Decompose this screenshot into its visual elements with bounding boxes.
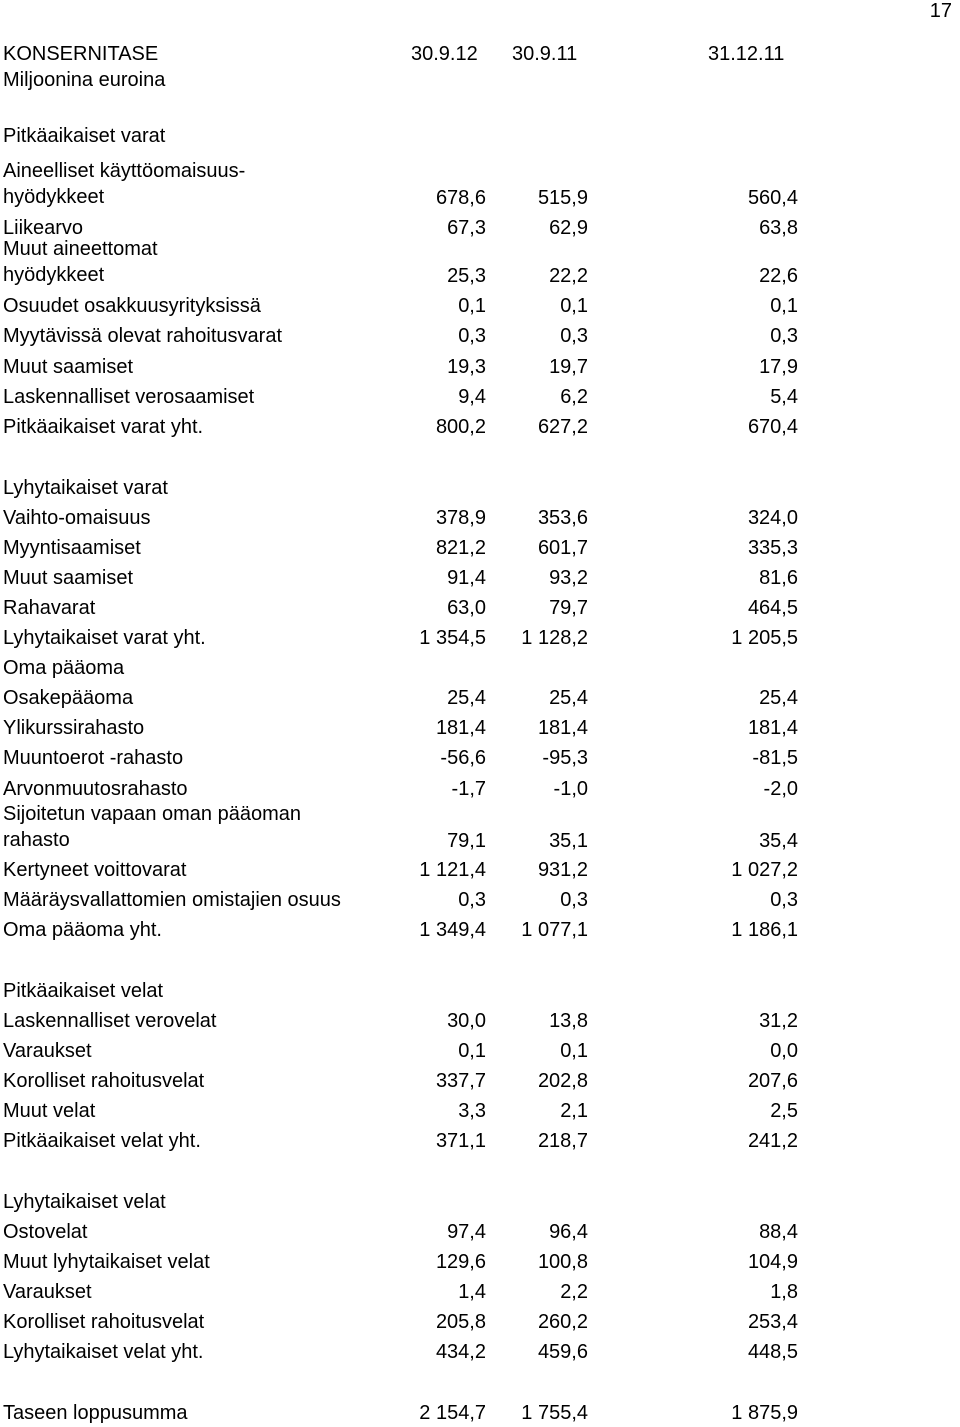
table-row xyxy=(0,801,810,853)
row-value-2: 19,7 xyxy=(549,356,588,378)
row-value-1: 800,2 xyxy=(435,416,486,438)
row-value-3: 63,8 xyxy=(759,217,798,239)
row-value-2: 260,2 xyxy=(537,1311,588,1333)
row-value-2: 2,1 xyxy=(560,1100,588,1122)
row-value-3: 448,5 xyxy=(747,1341,798,1363)
row-value-3: 1 875,9 xyxy=(731,1402,798,1424)
row-value-1: 0,3 xyxy=(458,325,486,347)
table-row xyxy=(0,716,810,740)
row-value-3: 253,4 xyxy=(747,1311,798,1333)
row-value-3: 5,4 xyxy=(770,386,798,408)
table-row xyxy=(0,158,810,210)
row-value-2: 1 755,4 xyxy=(521,1402,588,1424)
column-header-2: 30.9.11 xyxy=(512,43,578,65)
row-label: Ylikurssirahasto xyxy=(3,717,145,739)
table-row-subtotal xyxy=(0,626,810,650)
row-value-2: 202,8 xyxy=(537,1070,588,1092)
row-value-3: 0,3 xyxy=(770,889,798,911)
row-value-1: 0,3 xyxy=(458,889,486,911)
row-value-1: 3,3 xyxy=(458,1100,486,1122)
row-value-3: 25,4 xyxy=(759,687,798,709)
row-value-2: 1 077,1 xyxy=(521,919,588,941)
row-value-2: 353,6 xyxy=(537,507,588,529)
row-value-3: 2,5 xyxy=(770,1100,798,1122)
row-value-2: 459,6 xyxy=(537,1341,588,1363)
table-row xyxy=(0,506,810,530)
row-label: Taseen loppusumma xyxy=(3,1402,188,1424)
table-row xyxy=(0,1039,810,1063)
unit-label: Miljoonina euroina xyxy=(3,69,166,91)
row-value-1: 25,4 xyxy=(447,687,486,709)
row-label: Muut aineettomat hyödykkeet xyxy=(3,238,158,286)
table-row xyxy=(0,1250,810,1274)
table-row xyxy=(0,1069,810,1093)
table-row xyxy=(0,858,810,882)
table-row xyxy=(0,1220,810,1244)
row-label: Lyhytaikaiset velat yht. xyxy=(3,1341,204,1363)
row-value-1: 30,0 xyxy=(447,1010,486,1032)
row-label: Lyhytaikaiset varat yht. xyxy=(3,627,206,649)
row-value-1: -56,6 xyxy=(440,747,486,769)
row-value-3: 1,8 xyxy=(770,1281,798,1303)
row-value-1: 63,0 xyxy=(447,597,486,619)
row-label: Muut saamiset xyxy=(3,356,134,378)
row-label: Muut velat xyxy=(3,1100,96,1122)
table-row xyxy=(0,355,810,379)
row-value-3: 324,0 xyxy=(747,507,798,529)
row-value-3: 0,3 xyxy=(770,325,798,347)
table-row xyxy=(0,236,810,288)
row-value-2: 601,7 xyxy=(537,537,588,559)
row-label: Varaukset xyxy=(3,1040,92,1062)
row-value-1: 378,9 xyxy=(435,507,486,529)
row-value-2: 0,1 xyxy=(560,295,588,317)
table-header xyxy=(3,42,803,66)
row-value-2: 0,3 xyxy=(560,889,588,911)
row-value-3: 670,4 xyxy=(747,416,798,438)
row-value-3: -81,5 xyxy=(752,747,798,769)
row-value-3: 241,2 xyxy=(747,1130,798,1152)
row-value-2: 931,2 xyxy=(537,859,588,881)
section-heading-long-term-assets: Pitkäaikaiset varat xyxy=(3,125,166,147)
row-value-3: 1 027,2 xyxy=(731,859,798,881)
row-value-2: -1,0 xyxy=(553,778,588,800)
row-value-2: 25,4 xyxy=(549,687,588,709)
row-value-2: 22,2 xyxy=(549,265,588,287)
table-row xyxy=(0,746,810,770)
table-row xyxy=(0,777,810,801)
row-value-2: 0,1 xyxy=(560,1040,588,1062)
row-value-3: 0,0 xyxy=(770,1040,798,1062)
row-value-3: 35,4 xyxy=(759,830,798,852)
row-value-1: 1 121,4 xyxy=(419,859,486,881)
table-row xyxy=(0,385,810,409)
row-value-1: 371,1 xyxy=(435,1130,486,1152)
row-value-2: 100,8 xyxy=(537,1251,588,1273)
row-value-3: 207,6 xyxy=(747,1070,798,1092)
row-label: Kertyneet voittovarat xyxy=(3,859,187,881)
row-value-2: 627,2 xyxy=(537,416,588,438)
table-row-grand-total xyxy=(0,1401,810,1425)
row-value-1: 1 349,4 xyxy=(419,919,486,941)
row-label: Myytävissä olevat rahoitusvarat xyxy=(3,325,283,347)
section-heading-equity: Oma pääoma xyxy=(3,657,125,679)
row-value-1: 181,4 xyxy=(435,717,486,739)
section-heading-current-assets: Lyhytaikaiset varat xyxy=(3,477,168,499)
row-value-2: 96,4 xyxy=(549,1221,588,1243)
row-value-2: 6,2 xyxy=(560,386,588,408)
row-value-3: 560,4 xyxy=(747,187,798,209)
row-value-1: 25,3 xyxy=(447,265,486,287)
row-value-2: 2,2 xyxy=(560,1281,588,1303)
row-value-3: 1 186,1 xyxy=(731,919,798,941)
row-label: Osakepääoma xyxy=(3,687,134,709)
row-value-1: -1,7 xyxy=(451,778,486,800)
row-label: Myyntisaamiset xyxy=(3,537,141,559)
table-row xyxy=(0,294,810,318)
row-value-1: 0,1 xyxy=(458,1040,486,1062)
row-label: Oma pääoma yht. xyxy=(3,919,162,941)
table-row-subtotal xyxy=(0,918,810,942)
row-label: Pitkäaikaiset varat yht. xyxy=(3,416,204,438)
row-value-2: 0,3 xyxy=(560,325,588,347)
row-label: Aineelliset käyttöomaisuus- hyödykkeet xyxy=(3,160,246,208)
row-value-3: 181,4 xyxy=(747,717,798,739)
table-row-subtotal xyxy=(0,415,810,439)
row-value-1: 821,2 xyxy=(435,537,486,559)
row-value-1: 79,1 xyxy=(447,830,486,852)
row-label: Liikearvo xyxy=(3,217,84,239)
row-value-3: 88,4 xyxy=(759,1221,798,1243)
table-row-subtotal xyxy=(0,1340,810,1364)
row-value-2: 515,9 xyxy=(537,187,588,209)
table-row xyxy=(0,566,810,590)
row-value-3: 0,1 xyxy=(770,295,798,317)
row-label: Ostovelat xyxy=(3,1221,88,1243)
section-heading-long-term-liabilities: Pitkäaikaiset velat xyxy=(3,980,164,1002)
row-label: Osuudet osakkuusyrityksissä xyxy=(3,295,261,317)
section-heading-current-liabilities: Lyhytaikaiset velat xyxy=(3,1191,166,1213)
row-value-1: 1,4 xyxy=(458,1281,486,1303)
row-value-1: 0,1 xyxy=(458,295,486,317)
table-row xyxy=(0,596,810,620)
row-value-2: 13,8 xyxy=(549,1010,588,1032)
row-label: Sijoitetun vapaan oman pääoman rahasto xyxy=(3,803,301,851)
row-label: Korolliset rahoitusvelat xyxy=(3,1311,205,1333)
table-row xyxy=(0,686,810,710)
table-row-subtotal xyxy=(0,1129,810,1153)
page-number: 17 xyxy=(929,0,952,22)
row-value-2: 35,1 xyxy=(549,830,588,852)
table-row xyxy=(0,1310,810,1334)
row-value-1: 434,2 xyxy=(435,1341,486,1363)
row-value-1: 9,4 xyxy=(458,386,486,408)
table-row xyxy=(0,1280,810,1304)
row-label: Muuntoerot -rahasto xyxy=(3,747,184,769)
table-title: KONSERNITASE xyxy=(3,43,159,65)
table-row xyxy=(0,1099,810,1123)
row-value-2: -95,3 xyxy=(542,747,588,769)
row-label: Vaihto-omaisuus xyxy=(3,507,151,529)
row-value-1: 205,8 xyxy=(435,1311,486,1333)
row-value-1: 91,4 xyxy=(447,567,486,589)
table-row xyxy=(0,888,810,912)
row-label: Pitkäaikaiset velat yht. xyxy=(3,1130,201,1152)
row-value-1: 2 154,7 xyxy=(419,1402,486,1424)
row-value-1: 337,7 xyxy=(435,1070,486,1092)
row-value-3: 1 205,5 xyxy=(731,627,798,649)
row-value-3: 22,6 xyxy=(759,265,798,287)
row-value-1: 97,4 xyxy=(447,1221,486,1243)
row-value-3: 31,2 xyxy=(759,1010,798,1032)
row-label: Muut lyhytaikaiset velat xyxy=(3,1251,210,1273)
row-label: Arvonmuutosrahasto xyxy=(3,778,188,800)
row-value-2: 62,9 xyxy=(549,217,588,239)
row-value-3: 335,3 xyxy=(747,537,798,559)
row-label: Korolliset rahoitusvelat xyxy=(3,1070,205,1092)
row-value-1: 1 354,5 xyxy=(419,627,486,649)
row-label: Määräysvallattomien omistajien osuus xyxy=(3,889,341,911)
table-row xyxy=(0,324,810,348)
row-value-2: 1 128,2 xyxy=(521,627,588,649)
table-row xyxy=(0,536,810,560)
row-value-1: 67,3 xyxy=(447,217,486,239)
row-label: Rahavarat xyxy=(3,597,96,619)
table-row xyxy=(0,1009,810,1033)
row-value-3: 464,5 xyxy=(747,597,798,619)
column-header-3: 31.12.11 xyxy=(708,43,785,65)
row-value-3: 81,6 xyxy=(759,567,798,589)
row-label: Laskennalliset verosaamiset xyxy=(3,386,255,408)
row-value-2: 181,4 xyxy=(537,717,588,739)
row-value-3: 104,9 xyxy=(747,1251,798,1273)
row-value-1: 678,6 xyxy=(435,187,486,209)
row-label: Varaukset xyxy=(3,1281,92,1303)
row-label: Muut saamiset xyxy=(3,567,134,589)
row-value-1: 129,6 xyxy=(435,1251,486,1273)
column-header-1: 30.9.12 xyxy=(411,43,478,65)
row-value-2: 218,7 xyxy=(537,1130,588,1152)
row-label: Laskennalliset verovelat xyxy=(3,1010,217,1032)
row-value-1: 19,3 xyxy=(447,356,486,378)
row-value-2: 79,7 xyxy=(549,597,588,619)
row-value-3: -2,0 xyxy=(763,778,798,800)
row-value-2: 93,2 xyxy=(549,567,588,589)
row-value-3: 17,9 xyxy=(759,356,798,378)
